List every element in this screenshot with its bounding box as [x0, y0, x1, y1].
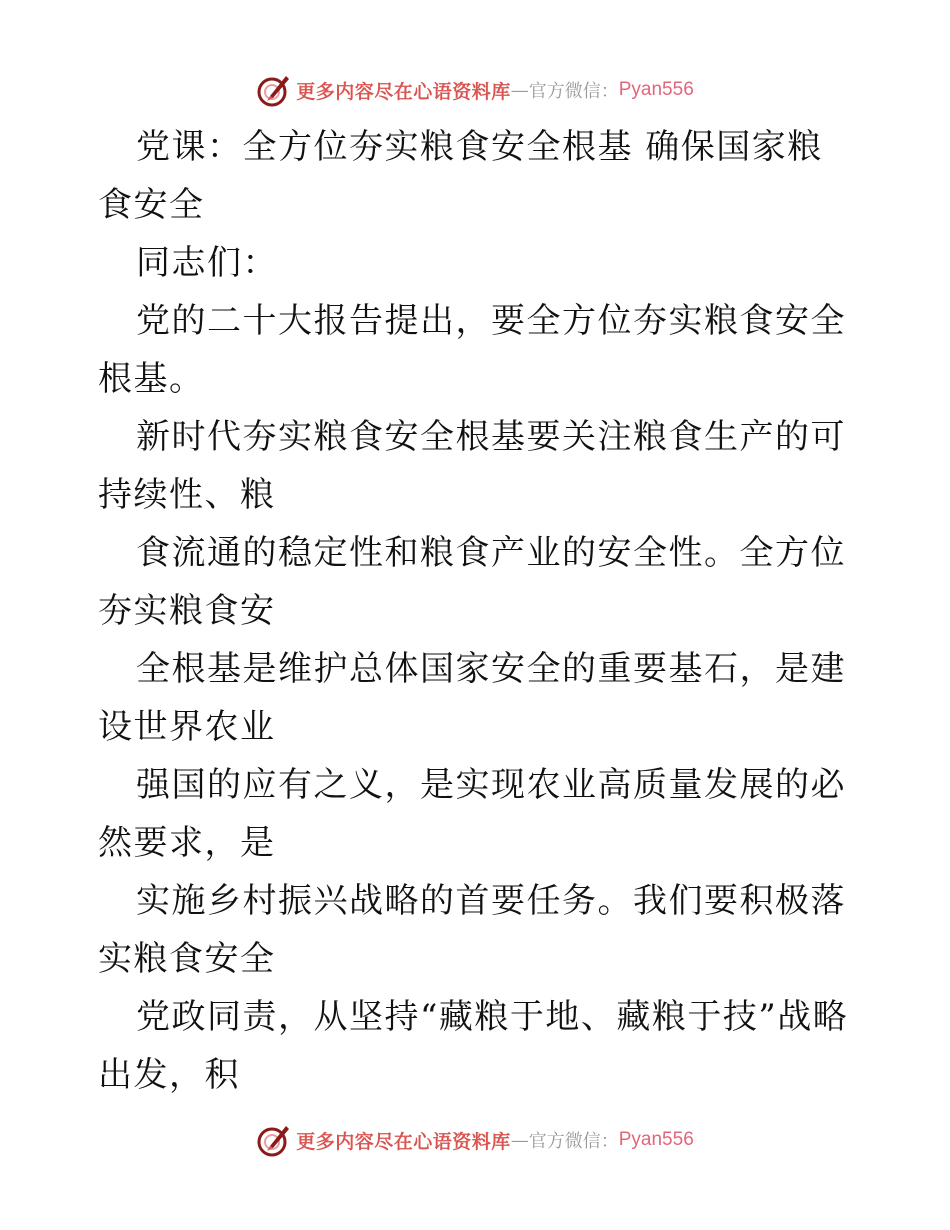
paragraph: 新时代夯实粮食安全根基要关注粮食生产的可持续性、粮: [98, 417, 846, 515]
banner-wechat-id: Pyan556: [618, 1129, 694, 1150]
footer-banner: [0, 1120, 950, 1160]
banner-wechat-id: Pyan556: [618, 79, 694, 100]
banner-main-text: 更多内容尽在心语资料库: [296, 80, 511, 103]
document-body: [98, 118, 858, 1104]
banner-main-text: 更多内容尽在心语资料库: [296, 1130, 511, 1153]
header-banner: [0, 70, 950, 110]
salutation: 同志们：: [136, 243, 278, 283]
paragraph: 党政同责，从坚持“藏粮于地、藏粮于技”战略出发，积: [98, 997, 849, 1095]
paragraph: 食流通的稳定性和粮食产业的安全性。全方位夯实粮食安: [98, 533, 846, 631]
paragraph: 实施乡村振兴战略的首要任务。我们要积极落实粮食安全: [98, 881, 846, 979]
paragraph: 强国的应有之义，是实现农业高质量发展的必然要求，是: [98, 765, 846, 863]
paragraph: 全根基是维护总体国家安全的重要基石，是建设世界农业: [98, 649, 846, 747]
feather-logo-icon: [256, 72, 292, 108]
feather-logo-icon: [256, 1122, 292, 1158]
document-title: 党课：全方位夯实粮食安全根基 确保国家粮食安全: [98, 127, 823, 225]
banner-dash: —: [510, 1129, 529, 1151]
paragraph: 党的二十大报告提出，要全方位夯实粮食安全根基。: [98, 301, 846, 399]
banner-sub-text: 官方微信：: [528, 1131, 619, 1152]
banner-dash: —: [510, 79, 529, 101]
banner-sub-text: 官方微信：: [528, 81, 619, 102]
